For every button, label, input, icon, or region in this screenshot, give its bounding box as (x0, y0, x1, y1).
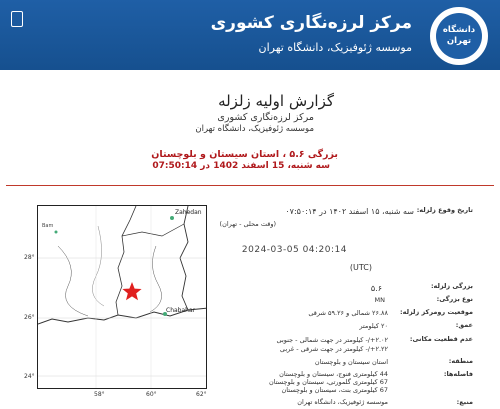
report-title: گزارش اولیه زلزله (218, 92, 334, 110)
header-banner (0, 0, 500, 70)
source-label: منبع: (456, 398, 473, 406)
lon-label-58: 58° (94, 391, 105, 398)
river-1 (58, 246, 88, 316)
lon-label-62: 62° (196, 391, 207, 398)
source-value: موسسه ژئوفیزیک، دانشگاه تهران (297, 398, 388, 406)
report-org: مرکز لرزه‌نگاری کشوری (217, 112, 314, 123)
magnitude-value: ۵.۶ (370, 284, 382, 293)
depth-label: عمق: (455, 321, 473, 329)
epicenter-map (37, 205, 207, 389)
uncertainty-label: عدم قطعیت مکانی: (409, 335, 473, 343)
epicenter-value: ۲۶.۸۸ شمالی و ۵۹.۲۶ شرقی (308, 309, 388, 317)
region-label: منطقه: (448, 357, 473, 365)
logo-text-line1: دانشگاه (442, 25, 476, 35)
university-logo-icon (430, 7, 488, 65)
city-label-bam: Bam (42, 223, 54, 229)
header-title: مرکز لرزه‌نگاری کشوری (210, 13, 412, 33)
epicenter-label: موقعیت رومرکز زلزله: (400, 308, 473, 316)
corner-emblem-icon (11, 11, 23, 27)
event-date-local: سه شنبه، ۱۵ اسفند ۱۴۰۲ در ۰۷:۵۰:۱۴ (285, 207, 414, 216)
magnitude-headline: بزرگی ۵.۶ ، استان سیستان و بلوچستان (151, 149, 338, 160)
event-date-note: (وقت محلی - تهران) (219, 220, 276, 228)
lat-label-28: 28° (24, 254, 35, 261)
utc-note: (UTC) (349, 263, 372, 272)
section-divider (6, 185, 494, 186)
lat-label-24: 24° (24, 373, 35, 380)
epicenter-star-icon (122, 282, 141, 300)
region-value: استان سیستان و بلوچستان (314, 358, 388, 366)
distance-line3: 67 کیلومتری بنت، سیستان و بلوچستان (281, 386, 388, 394)
header-subtitle: موسسه ژئوفیزیک، دانشگاه تهران (258, 41, 412, 54)
city-zahedan-dot (170, 216, 174, 220)
map-drawing (38, 206, 207, 389)
uncertainty-line2: ۲.۲۲+/- کیلومتر در جهت شرقی - غربی (279, 345, 388, 353)
city-label-chabahar: Chabahar (166, 307, 196, 314)
city-bam-dot (55, 231, 58, 234)
depth-value: ۲۰ کیلومتر (359, 322, 388, 330)
river-3 (92, 226, 104, 306)
mag-type-label: نوع بزرگی: (436, 295, 473, 303)
sea-area (38, 312, 207, 389)
distance-line2: 67 کیلومتری گلمورتی، سیستان و بلوچستان (268, 378, 388, 386)
logo-text-line2: تهران (446, 36, 472, 46)
distance-label: فاصله‌ها: (443, 370, 473, 378)
magnitude-label: بزرگی زلزله: (430, 282, 473, 290)
river-2 (150, 246, 162, 312)
mag-type-value: MN (374, 296, 385, 304)
lon-label-60: 60° (146, 391, 157, 398)
uncertainty-line1: ۲.۰۲+/- کیلومتر در جهت شمالی - جنوبی (276, 336, 388, 344)
event-date-utc: 2024-03-05 04:20:14 (241, 245, 347, 255)
distance-line1: 44 کیلومتری فنوج، سیستان و بلوچستان (279, 370, 388, 378)
event-date-label: تاریخ وقوع زلزله: (416, 206, 473, 214)
city-label-zahedan: Zahedan (175, 209, 202, 216)
logo-emblem (436, 13, 482, 59)
lat-label-26: 26° (24, 314, 35, 321)
border-province (116, 206, 136, 315)
datetime-headline: سه شنبه، 15 اسفند 1402 در 07:50:14 (152, 161, 330, 171)
border-north (122, 224, 184, 236)
report-institute: موسسه ژئوفیزیک، دانشگاه تهران (195, 124, 314, 134)
